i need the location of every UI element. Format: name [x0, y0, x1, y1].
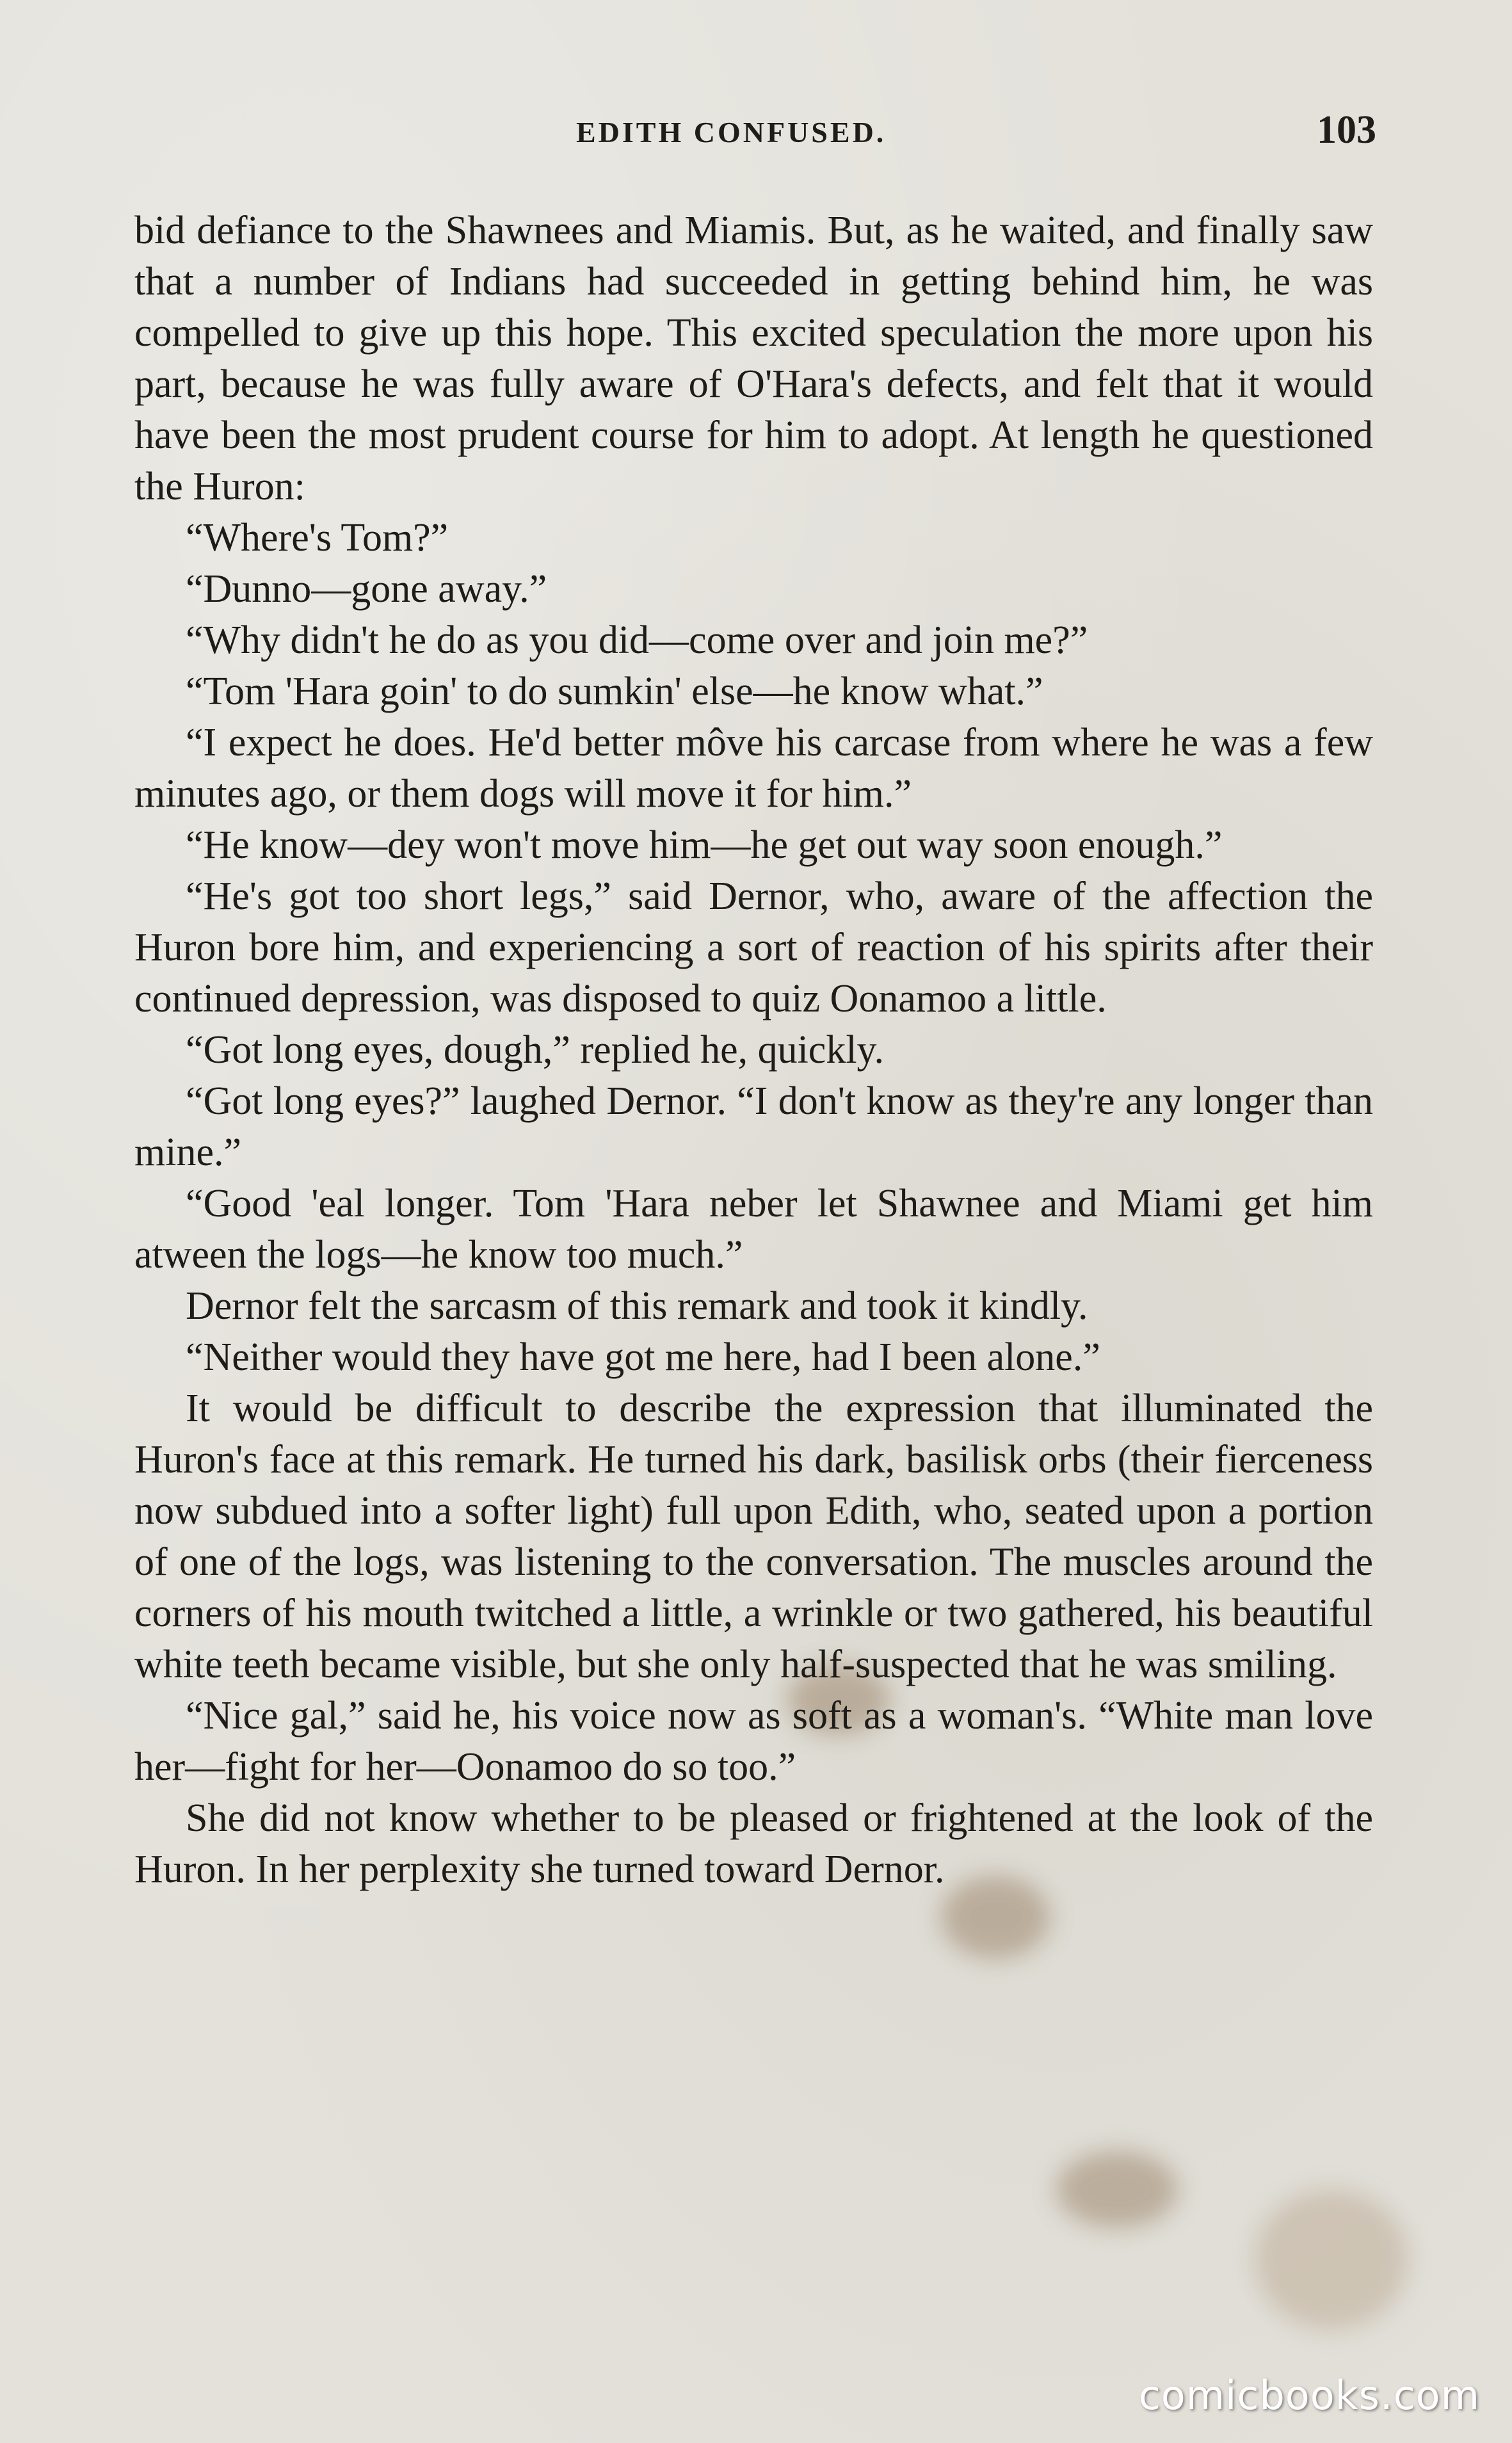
page-number: 103	[1317, 108, 1376, 152]
paragraph: “Got long eyes?” laughed Dernor. “I don't know as they're any longer than mine.”	[134, 1079, 1373, 1174]
paragraph: “Tom 'Hara goin' to do sumkin' else—he know what.”	[186, 670, 1043, 713]
paragraph: “Why didn't he do as you did—come over and join me?”	[186, 618, 1088, 662]
paragraph: Dernor felt the sarcasm of this remark and took it kindly.	[186, 1284, 1088, 1328]
paragraph: “He know—dey won't move him—he get out way soon enough.”	[186, 823, 1223, 867]
paragraph: It would be difficult to describe the expression that illuminated the Huron's face at this remark. He turned his dark, basilisk orbs (their fierceness now subdued into a softer light) full upon Edith, who, seated upon a portion of one of the logs, was listening to the conversation. The muscles around the corners of his mouth twitched a little, a wrinkle or two gathered, his beautiful white teeth became visible, but she only half-suspected that he was smiling.	[134, 1387, 1373, 1686]
page-header	[134, 96, 1376, 166]
paragraph: “I expect he does. He'd better môve his carcase from where he was a few minutes ago, or them dogs will move it for him.”	[134, 721, 1373, 816]
paragraph: “Neither would they have got me here, had I been alone.”	[186, 1335, 1100, 1379]
paragraph: “Where's Tom?”	[186, 516, 449, 560]
running-head: EDITH CONFUSED.	[576, 116, 887, 149]
paragraph: “Dunno—gone away.”	[186, 567, 547, 611]
paragraph: bid defiance to the Shawnees and Miamis. But, as he waited, and finally saw that a number of Indians had succeeded in getting behind him, he was compelled to give up this hope. This excited speculation the more upon his part, because he was fully aware of O'Hara's defects, and felt that it would have been the most prudent course for him to adopt. At length he questioned the Huron:	[134, 209, 1373, 508]
paragraph: “Got long eyes, dough,” replied he, quickly.	[186, 1028, 885, 1072]
paragraph: She did not know whether to be pleased or frightened at the look of the Huron. In her perplexity she turned toward Dernor.	[134, 1796, 1373, 1891]
paragraph: “He's got too short legs,” said Dernor, who, aware of the affection the Huron bore him, and experiencing a sort of reaction of his spirits after their continued depression, was disposed to quiz Oonamoo a little.	[134, 875, 1373, 1020]
paragraph: “Nice gal,” said he, his voice now as soft as a woman's. “White man love her—fight for her—Oonamoo do so too.”	[134, 1694, 1373, 1789]
site-watermark: comicbooks.com	[1138, 2372, 1480, 2419]
paragraph: “Good 'eal longer. Tom 'Hara neber let Shawnee and Miami get him atween the logs—he know too much.”	[134, 1182, 1373, 1277]
body-text	[134, 205, 1373, 2254]
